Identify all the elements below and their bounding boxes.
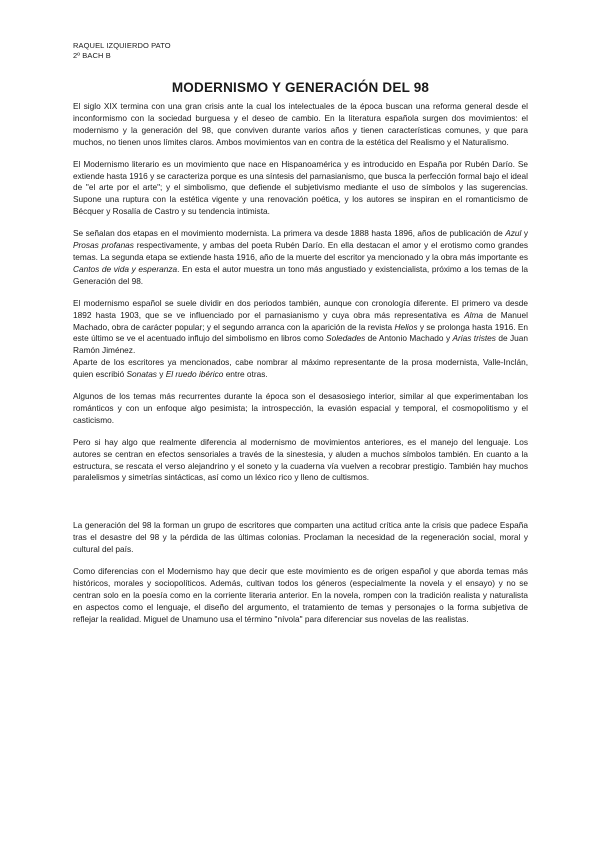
author-name: RAQUEL IZQUIERDO PATO xyxy=(73,41,171,50)
paragraph-modernismo-stages: Se señalan dos etapas en el movimiento modernista. La primera va desde 1888 hasta 1896, años de publicación de Azul y Prosas profanas respectivamente, y ambas del poeta Rubén Darío. En ella destacan el amor y el erotismo como grandes temas. La segunda etapa se extiende hasta 1916, año de la muerte del escritor ya mencionado y la obra más importante es Cantos de vida y esperanza. En esta el autor muestra un tono más angustiado y existencialista, próximo a los temas de la Generación del 98. xyxy=(73,228,528,286)
paragraph-modernismo-spain: El modernismo español se suele dividir en dos periodos también, aunque con cronología diferente. El primero va desde 1892 hasta 1903, que se ve influenciado por el parnasianismo y cuya obra más representativa es Alma de Manuel Machado, obra de carácter popular; y el segundo arranca con la aparición de la revista Helios y se prolonga hasta 1916. En este último se ve el acentuado influjo del simbolismo en libros como Soledades de Antonio Machado y Arias tristes de Juan Ramón Jiménez. xyxy=(73,297,528,356)
paragraph-valle-inclan: Aparte de los escritores ya mencionados, cabe nombrar al máximo representante de la prosa modernista, Valle-Inclán, quien escribió Sonatas y El ruedo ibérico entre otras. xyxy=(73,357,528,380)
course-label: 2º BACH B xyxy=(73,50,111,60)
paragraph-differences: Como diferencias con el Modernismo hay que decir que este movimiento es de origen español y que aborda temas más históricos, morales y sociopolíticos. Además, cultivan todos los géneros (especialmente la novela y el ensayo) y no se centran solo en la poesía como en la corriente literaria anterior. En la novela, rompen con la tradición realista y naturalista en aspectos como el lenguaje, el diseño del argumento, el tratamiento de temas y personajes o la forma subjetiva de reflejar la realidad. Miguel de Unamuno usa el término "nívola" para diferenciar sus novelas de las realistas. xyxy=(73,566,528,624)
section-gap xyxy=(73,494,528,520)
document-header xyxy=(73,41,171,60)
paragraph-modernismo-origin: El Modernismo literario es un movimiento que nace en Hispanoamérica y es introducido en España por Rubén Darío. Se extiende hasta 1916 y se caracteriza porque es una síntesis del parnasianismo, que busca la perfección formal bajo el ideal de "el arte por el arte"; y el simbolismo, que defiende el subjetivismo mediante el uso de símbolos y las sugerencias. Supone una ruptura con la estética vigente y una renovación poética, y los autores se inspiran en el romanticismo de Bécquer y Rosalía de Castro y su tendencia intimista. xyxy=(73,158,528,217)
page-title: MODERNISMO Y GENERACIÓN DEL 98 xyxy=(171,80,430,95)
paragraph-generacion-98: La generación del 98 la forman un grupo de escritores que comparten una actitud crítica ante la crisis que padece España tras el desastre del 98 y la pérdida de las últimas colonias. Proclaman la necesidad de la regeneración social, moral y cultural del país. xyxy=(73,520,528,555)
paragraph-themes: Algunos de los temas más recurrentes durante la época son el desasosiego interior, similar al que experimentaban los románticos y con un enfoque algo pesimista; la introspección, la evasión espacial y temporal, el cosmopolitismo y el casticismo. xyxy=(73,391,528,425)
paragraph-intro: El siglo XIX termina con una gran crisis ante la cual los intelectuales de la época buscan una reforma general desde el inconformismo con la sociedad burguesa y el deseo de cambio. En la literatura española surgen dos movimientos: el modernismo y la generación del 98, que conviven durante varios años y tienen características comunes, y que para muchos, no tienen unos límites claros. Ambos movimientos van en contra de la estética del Realismo y el Naturalismo. xyxy=(73,101,528,147)
paragraph-language: Pero si hay algo que realmente diferencia al modernismo de movimientos anteriores, es el manejo del lenguaje. Los autores se centran en efectos sensoriales a través de la sinestesia, y aluden a muchos símbolos también. En cuanto a la estructura, se rescata el verso alejandrino y el soneto y la cuaderna vía vuelven a recobrar prestigio. También hay muchos paralelismos y simetrías sintácticas, así como un léxico rico y lleno de cultismos. xyxy=(73,436,528,483)
document-body xyxy=(73,101,528,636)
